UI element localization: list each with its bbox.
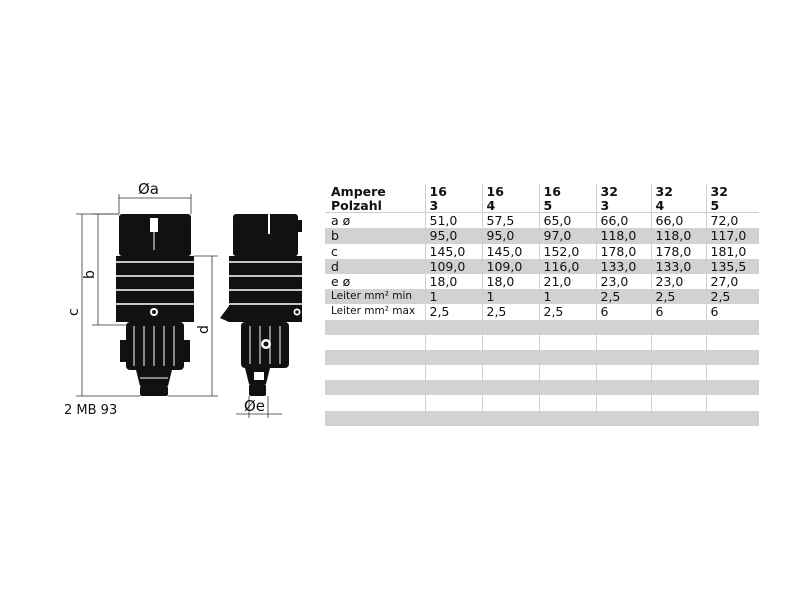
plug-dimension-drawing [0, 0, 320, 600]
empty-table-row [325, 335, 759, 350]
table-cell: 118,0 [596, 228, 651, 243]
empty-cell [706, 395, 759, 410]
empty-cell [596, 380, 651, 395]
table-cell: 97,0 [539, 228, 596, 243]
header-polzahl-cell: 5 [706, 199, 759, 213]
table-cell: 65,0 [539, 213, 596, 229]
empty-cell [706, 350, 759, 365]
empty-table-row [325, 320, 759, 335]
header-polzahl-cell: 5 [539, 199, 596, 213]
empty-cell [651, 365, 706, 380]
empty-cell [596, 395, 651, 410]
empty-cell [651, 411, 706, 426]
table-cell: 133,0 [651, 259, 706, 274]
table-cell: 23,0 [596, 274, 651, 289]
empty-cell [539, 320, 596, 335]
table-cell: 6 [651, 304, 706, 319]
table-cell: 18,0 [425, 274, 482, 289]
table-cell: 2,5 [539, 304, 596, 319]
table-cell: 1 [425, 289, 482, 304]
header-polzahl-cell: 4 [651, 199, 706, 213]
empty-cell [651, 335, 706, 350]
table-cell: 118,0 [651, 228, 706, 243]
table-row [325, 289, 759, 304]
header-ampere-cell: 16 [482, 184, 539, 199]
empty-cell [482, 320, 539, 335]
table-cell: 66,0 [596, 213, 651, 229]
row-label: d [325, 259, 425, 274]
empty-cell [325, 411, 425, 426]
empty-cell [482, 411, 539, 426]
dimension-c-label: c [66, 308, 82, 316]
header-row-polzahl [325, 199, 759, 213]
table-cell: 18,0 [482, 274, 539, 289]
empty-cell [539, 380, 596, 395]
table-row [325, 259, 759, 274]
empty-cell [651, 395, 706, 410]
header-ampere-cell: 32 [596, 184, 651, 199]
model-code: 2 MB 93 [64, 403, 118, 418]
empty-cell [706, 411, 759, 426]
empty-cell [325, 350, 425, 365]
empty-cell [482, 380, 539, 395]
empty-cell [539, 350, 596, 365]
header-ampere-cell: 16 [539, 184, 596, 199]
header-polzahl-cell: 3 [596, 199, 651, 213]
table-cell: 109,0 [425, 259, 482, 274]
empty-cell [482, 335, 539, 350]
dimension-e-label: Øe [244, 397, 266, 415]
table-row [325, 213, 759, 229]
table-cell: 51,0 [425, 213, 482, 229]
table-cell: 57,5 [482, 213, 539, 229]
table-cell: 2,5 [425, 304, 482, 319]
header-row-ampere [325, 184, 759, 199]
empty-cell [596, 411, 651, 426]
empty-table-row [325, 411, 759, 426]
table-cell: 2,5 [596, 289, 651, 304]
table-cell: 133,0 [596, 259, 651, 274]
empty-cell [706, 380, 759, 395]
empty-cell [482, 365, 539, 380]
table-cell: 23,0 [651, 274, 706, 289]
empty-cell [651, 320, 706, 335]
row-label: Leiter mm² min [325, 289, 425, 304]
table-cell: 95,0 [425, 228, 482, 243]
plug-side-view [220, 214, 302, 396]
header-ampere-cell: 32 [706, 184, 759, 199]
empty-cell [325, 320, 425, 335]
dimension-a-label: Øa [138, 180, 159, 198]
empty-cell [425, 380, 482, 395]
empty-cell [325, 395, 425, 410]
table-row [325, 304, 759, 319]
table-cell: 2,5 [482, 304, 539, 319]
table-cell: 181,0 [706, 244, 759, 259]
table-cell: 145,0 [482, 244, 539, 259]
empty-cell [651, 380, 706, 395]
table-cell: 95,0 [482, 228, 539, 243]
table-cell: 27,0 [706, 274, 759, 289]
row-label: c [331, 243, 338, 259]
side-view-dimensions [236, 396, 282, 418]
empty-cell [325, 335, 425, 350]
dimension-table [325, 184, 759, 426]
empty-table-row [325, 365, 759, 380]
empty-cell [596, 335, 651, 350]
table-cell: 117,0 [706, 228, 759, 243]
empty-cell [706, 320, 759, 335]
empty-cell [596, 350, 651, 365]
row-label: b [325, 228, 425, 243]
empty-cell [539, 365, 596, 380]
table-cell: 1 [539, 289, 596, 304]
empty-table-row [325, 380, 759, 395]
table-cell: 72,0 [706, 213, 759, 229]
table-cell: 21,0 [539, 274, 596, 289]
table-row [325, 228, 759, 243]
table-cell: 1 [482, 289, 539, 304]
dimension-b-label: b [82, 270, 98, 279]
row-label: a ø [331, 213, 351, 229]
table-cell: 135,5 [706, 259, 759, 274]
empty-cell [539, 395, 596, 410]
empty-cell [706, 335, 759, 350]
table-cell: 6 [706, 304, 759, 319]
header-polzahl-cell: 3 [425, 199, 482, 213]
table-row [325, 274, 759, 289]
empty-cell [596, 365, 651, 380]
row-label: e ø [331, 274, 351, 290]
header-label-ampere: Ampere [331, 184, 386, 200]
empty-cell [425, 365, 482, 380]
table-cell: 178,0 [651, 244, 706, 259]
empty-cell [325, 365, 425, 380]
empty-cell [482, 395, 539, 410]
header-label-polzahl: Polzahl [325, 199, 425, 213]
empty-cell [425, 335, 482, 350]
table-cell: 109,0 [482, 259, 539, 274]
empty-cell [651, 350, 706, 365]
table-cell: 145,0 [425, 244, 482, 259]
empty-cell [325, 380, 425, 395]
row-label: Leiter mm² max [331, 305, 416, 318]
table-cell: 116,0 [539, 259, 596, 274]
table-cell: 2,5 [651, 289, 706, 304]
table-cell: 178,0 [596, 244, 651, 259]
dimension-d-label: d [196, 325, 212, 334]
table-cell: 152,0 [539, 244, 596, 259]
empty-cell [425, 350, 482, 365]
empty-cell [539, 411, 596, 426]
empty-cell [425, 395, 482, 410]
table-row [325, 244, 759, 259]
empty-cell [425, 411, 482, 426]
empty-cell [482, 350, 539, 365]
empty-cell [596, 320, 651, 335]
empty-cell [539, 335, 596, 350]
header-ampere-cell: 32 [651, 184, 706, 199]
table-cell: 66,0 [651, 213, 706, 229]
table-cell: 6 [596, 304, 651, 319]
empty-table-row [325, 395, 759, 410]
empty-cell [425, 320, 482, 335]
header-polzahl-cell: 4 [482, 199, 539, 213]
plug-front-view [116, 214, 194, 396]
header-ampere-cell: 16 [425, 184, 482, 199]
empty-table-row [325, 350, 759, 365]
empty-cell [706, 365, 759, 380]
table-cell: 2,5 [706, 289, 759, 304]
